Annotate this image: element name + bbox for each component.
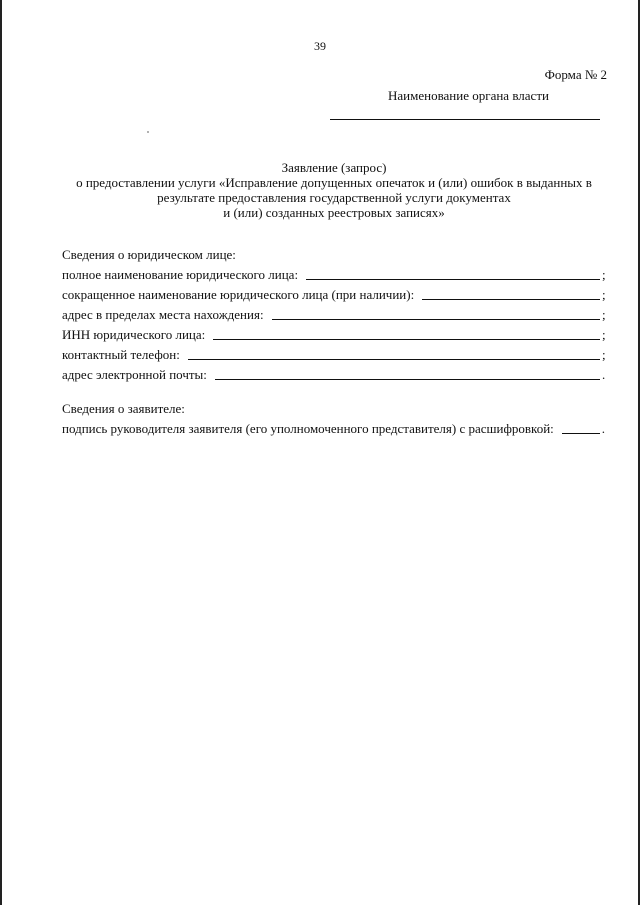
field-end: ; (602, 307, 606, 322)
title-line-2: о предоставлении услуги «Исправление допущенных опечаток и (или) ошибок в выданных в (76, 175, 592, 190)
field-label: ИНН юридического лица: (62, 327, 206, 342)
field-label: полное наименование юридического лица: (62, 267, 299, 282)
title-line-1: Заявление (запрос) (281, 160, 387, 175)
field-label: адрес электронной почты: (62, 367, 207, 382)
inn-blank[interactable] (213, 338, 600, 340)
field-end: ; (602, 287, 606, 302)
title-line-4: и (или) созданных реестровых записях» (223, 205, 445, 220)
title-line-3: результате предоставления государственной услуги документах (157, 190, 511, 205)
legal-entity-heading: Сведения о юридическом лице: (62, 247, 236, 262)
address-blank[interactable] (272, 318, 600, 320)
applicant-heading: Сведения о заявителе: (62, 401, 185, 416)
field-end: ; (602, 347, 606, 362)
field-end: . (602, 367, 606, 382)
legal-entity-section (62, 245, 608, 385)
field-label: сокращенное наименование юридического лица (при наличии): (62, 287, 415, 302)
email-blank[interactable] (215, 378, 600, 380)
page-number: 39 (314, 39, 326, 53)
field-end: . (601, 421, 606, 436)
signature-label: подпись руководителя заявителя (его уполномоченного представителя) с расшифровкой: (62, 421, 554, 436)
scan-edge-left (0, 0, 2, 905)
field-end: ; (602, 267, 606, 282)
field-signature (62, 419, 608, 439)
field-address (62, 305, 608, 325)
field-full-name (62, 265, 608, 285)
phone-blank[interactable] (188, 358, 600, 360)
authority-blank-line (330, 119, 600, 120)
short-name-blank[interactable] (422, 298, 600, 300)
document-title (60, 160, 608, 220)
field-inn (62, 325, 608, 345)
field-email (62, 365, 608, 385)
field-short-name (62, 285, 608, 305)
authority-label: Наименование органа власти (388, 88, 549, 103)
scan-smudge (147, 131, 149, 133)
signature-blank[interactable] (562, 432, 600, 434)
field-phone (62, 345, 608, 365)
field-label: адрес в пределах места нахождения: (62, 307, 264, 322)
field-label: контактный телефон: (62, 347, 180, 362)
applicant-section (62, 399, 608, 439)
form-number: Форма № 2 (544, 67, 607, 82)
field-end: ; (602, 327, 606, 342)
full-name-blank[interactable] (306, 278, 600, 280)
